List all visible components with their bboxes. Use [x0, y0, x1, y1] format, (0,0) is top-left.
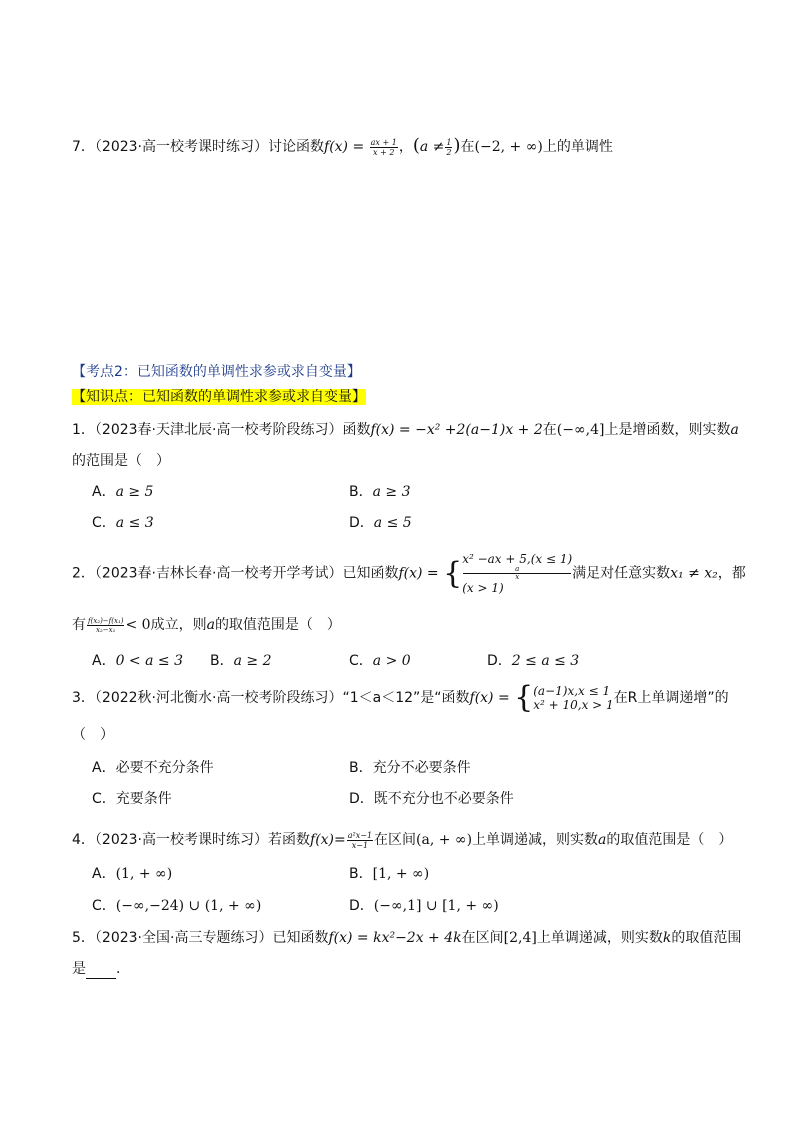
question-number: 3．: [72, 690, 95, 706]
q2-option-c[interactable]: C．a > 0: [349, 653, 411, 669]
q4-option-b[interactable]: B．[1, + ∞): [349, 866, 430, 882]
section-zhishi-heading: 【知识点：已知函数的单调性求参或求自变量】: [72, 389, 366, 405]
question-number: 2．: [72, 565, 95, 582]
question-number: 4．: [72, 832, 95, 848]
q1-option-a[interactable]: A．a ≥ 5: [92, 484, 154, 500]
question-1-line2: 的范围是（ ）: [72, 453, 170, 469]
q2-option-b[interactable]: B．a ≥ 2: [210, 653, 272, 669]
piecewise-brace: {: [443, 555, 463, 591]
piecewise-cases: x² −ax + 5,(x ≤ 1) a x (x > 1): [462, 552, 573, 595]
q1-option-b[interactable]: B．a ≥ 3: [349, 484, 411, 500]
fraction: $\frac{ax + 1}{x + 2}$: [370, 137, 397, 157]
function-expr: f(x)=: [310, 832, 346, 848]
answer-blank[interactable]: [86, 964, 116, 979]
interval: [2,4]: [503, 930, 537, 946]
question-4: 4．（2023·高一校考课时练习）若函数f(x)= $\frac{\text{a²x−1}}{x-1}$ 在区间(a, + ∞)上单调递减，则实数a的取值范围是（ ）: [72, 830, 733, 850]
question-number: 7．: [72, 139, 95, 155]
question-source: （2023·高一校考课时练习）: [94, 832, 269, 848]
question-source: （2023春·吉林长春·高一校考开学考试）: [94, 565, 343, 582]
function-expr: f(x) = kx²−2x + 4k: [328, 930, 462, 946]
question-7: 7．（2023·高一校考课时练习）讨论函数f(x) = $\frac{ax + 1}{x + 2}$ ，(a ≠ $\frac{1}{2}$ )在(−2, + ∞)上的单调性: [72, 135, 613, 157]
q3-option-a[interactable]: A．必要不充分条件: [92, 760, 214, 776]
piecewise-cases: (a−1)x,x ≤ 1 x² + 10,x > 1: [533, 684, 614, 712]
q3-option-d[interactable]: D．既不充分也不必要条件: [349, 791, 514, 807]
question-source: （2023·全国·高三专题练习）: [94, 930, 273, 946]
function-expr: f(x) = −x² +2(a−1)x + 2: [370, 422, 543, 438]
question-2: 2．（2023春·吉林长春·高一校考开学考试）已知函数f(x) = { x² −ax + 5,(x ≤ 1) a x (x > 1) 满足对任意实数x₁ ≠ x₂，都: [72, 552, 746, 595]
q4-option-a[interactable]: A．(1, + ∞): [92, 866, 173, 882]
interval: (−2, + ∞): [474, 139, 543, 155]
q2-option-a[interactable]: A．0 < a ≤ 3: [92, 653, 184, 669]
question-source: （2022秋·河北衡水·高一校考阶段练习）: [94, 690, 343, 706]
function-expr: f(x) =: [324, 139, 365, 155]
q4-option-d[interactable]: D．(−∞,1] ∪ [1, + ∞): [349, 898, 499, 914]
function-expr: f(x) =: [469, 690, 510, 706]
question-number: 1．: [72, 422, 95, 438]
q1-option-c[interactable]: C．a ≤ 3: [92, 515, 154, 531]
interval: (−∞,4]: [556, 422, 605, 438]
question-3-line2: （ ）: [72, 727, 114, 743]
question-5-line2: 是 .: [72, 961, 121, 977]
q3-option-b[interactable]: B．充分不必要条件: [349, 760, 471, 776]
q2-option-d[interactable]: D．2 ≤ a ≤ 3: [487, 653, 580, 669]
fraction: $\frac{1}{2}$: [446, 137, 452, 157]
piecewise-brace: {: [514, 680, 534, 715]
question-1: 1．（2023春·天津北辰·高一校考阶段练习）函数f(x) = −x² +2(a−1)x + 2在(−∞,4]上是增函数，则实数a: [72, 422, 739, 438]
q1-option-d[interactable]: D．a ≤ 5: [349, 515, 412, 531]
function-expr: f(x) =: [398, 565, 439, 582]
section-kaodian-heading: 【考点2：已知函数的单调性求参或求自变量】: [72, 364, 361, 380]
q4-option-c[interactable]: C．(−∞,−24) ∪ (1, + ∞): [92, 898, 262, 914]
question-source: （2023春·天津北辰·高一校考阶段练习）: [94, 422, 343, 438]
q3-option-c[interactable]: C．充要条件: [92, 791, 172, 807]
interval: (a, + ∞): [416, 832, 473, 848]
question-2-line2: 有 $\frac{\text{f(x₂)−f(x₁)}}{\text{x₂−x₁}}$ < 0成立，则a的取值范围是（ ）: [72, 616, 341, 634]
question-source: （2023·高一校考课时练习）: [94, 139, 269, 155]
fraction: $\frac{\text{f(x₂)−f(x₁)}}{\text{x₂−x₁}}$: [88, 616, 124, 634]
question-number: 5．: [72, 930, 95, 946]
question-3: 3．（2022秋·河北衡水·高一校考阶段练习）“1＜a＜12”是“函数f(x) = { (a−1)x,x ≤ 1 x² + 10,x > 1 在R上单调递增”的: [72, 680, 729, 715]
fraction: $\frac{\text{a²x−1}}{x-1}$: [347, 830, 373, 850]
question-5: 5．（2023·全国·高三专题练习）已知函数f(x) = kx²−2x + 4k在区间[2,4]上单调递减，则实数k的取值范围: [72, 930, 742, 946]
